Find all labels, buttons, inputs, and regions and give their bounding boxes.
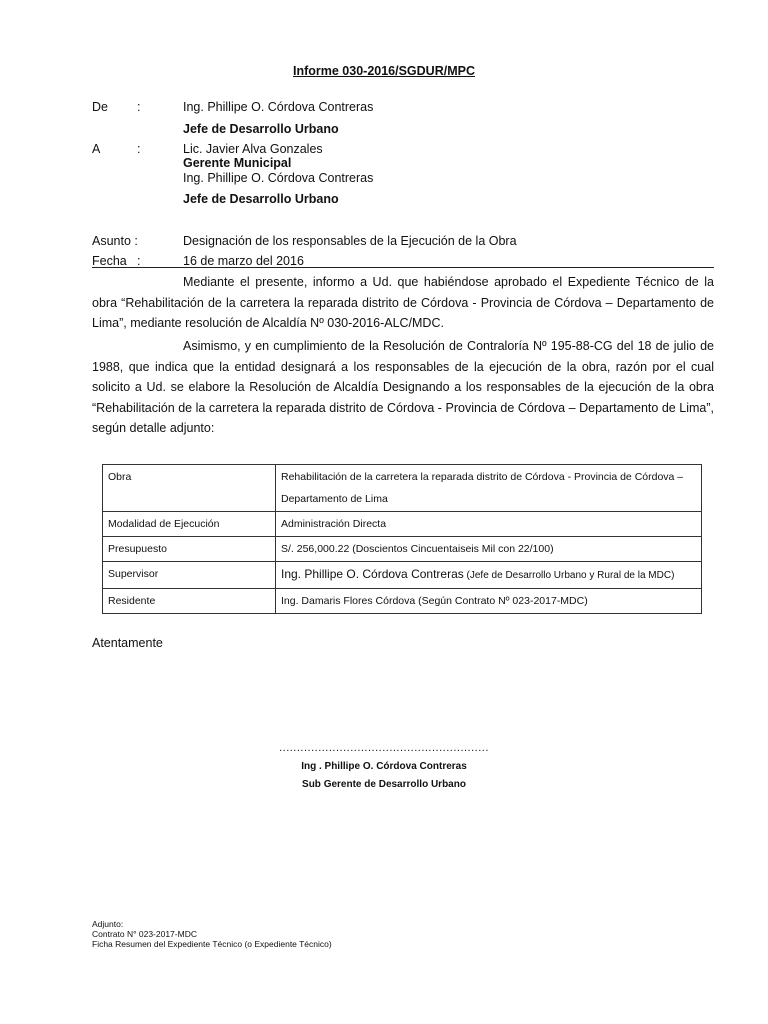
header-divider [92,267,714,268]
to-name-1: Lic. Javier Alva Gonzales [183,142,323,156]
supervisor-note: (Jefe de Desarrollo Urbano y Rural de la MDC) [463,570,675,581]
table-row [103,589,702,614]
to-role-1: Gerente Municipal [183,156,292,170]
date-value: 16 de marzo del 2016 [183,254,304,268]
table-row [103,537,702,562]
obra-value: Rehabilitación de la carretera la reparada distrito de Córdova - Provincia de Córdova – Departamento de Lima [276,465,702,512]
supervisor-label: Supervisor [103,562,276,589]
presupuesto-label: Presupuesto [103,537,276,562]
signature-name: Ing . Phillipe O. Córdova Contreras [301,761,467,772]
table-row [103,562,702,589]
obra-label: Obra [103,465,276,512]
from-colon: : [137,100,141,114]
supervisor-name: Ing. Phillipe O. Córdova Contreras [281,567,464,581]
date-label: Fecha [92,254,127,268]
attachment-item: Ficha Resumen del Expediente Técnico (o Expediente Técnico) [92,939,332,949]
presupuesto-value: S/. 256,000.22 (Doscientos Cincuentaiseis Mil con 22/100) [276,537,702,562]
supervisor-value [276,562,702,589]
body-paragraph-1: Mediante el presente, informo a Ud. que habiéndose aprobado el Expediente Técnico de la obra “Rehabilitación de la carretera la reparada distrito de Córdova - Provincia de Córdova – Departamento de Lima”, mediante resolución de Alcaldía Nº 030-2016-ALC/MDC. [92,275,714,330]
to-label: A [92,142,101,156]
subject-label: Asunto : [92,234,138,248]
to-colon: : [137,142,141,156]
to-role-2: Jefe de Desarrollo Urbano [183,192,339,206]
table-row [103,465,702,512]
attachment-item: Contrato N° 023-2017-MDC [92,929,197,939]
details-table [102,464,702,614]
table-row [103,512,702,537]
signature-role: Sub Gerente de Desarrollo Urbano [302,779,466,790]
date-colon: : [137,254,141,268]
modalidad-label: Modalidad de Ejecución [103,512,276,537]
attachments-heading: Adjunto: [92,919,124,929]
report-title: Informe 030-2016/SGDUR/MPC [292,64,475,78]
from-role: Jefe de Desarrollo Urbano [183,122,339,136]
residente-label: Residente [103,589,276,614]
to-name-2: Ing. Phillipe O. Córdova Contreras [183,171,374,185]
body-paragraph-2: Asimismo, y en cumplimiento de la Resolución de Contraloría Nº 195-88-CG del 18 de julio de 1988, que indica que la entidad designará a los responsables de la ejecución de la obra, razón por el cual solicito a Ud. se elabore la Resolución de Alcaldía Designando a los responsables de la ejecución de la obra “Rehabilitación de la carretera la reparada distrito de Córdova - Provincia de Córdova – Departamento de Lima”, según detalle adjunto: [92,339,714,435]
residente-value: Ing. Damaris Flores Córdova (Según Contrato Nº 023-2017-MDC) [276,589,702,614]
from-name: Ing. Phillipe O. Córdova Contreras [183,100,374,114]
from-label: De [92,100,108,114]
modalidad-value: Administración Directa [276,512,702,537]
subject-value: Designación de los responsables de la Ejecución de la Obra [183,234,517,248]
signature-line: ........................................................... [279,742,489,754]
closing-text: Atentamente [92,636,163,650]
